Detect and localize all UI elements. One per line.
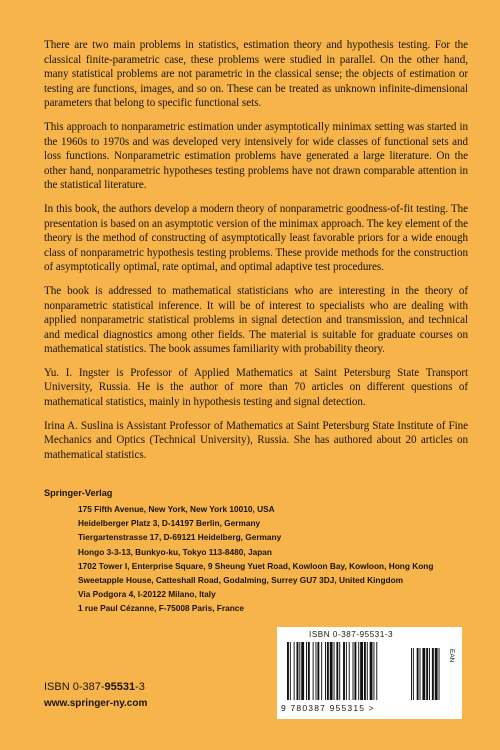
publisher-name: Springer-Verlag (44, 488, 113, 498)
isbn-suffix: -3 (135, 681, 145, 693)
paragraph-book-summary: In this book, the authors develop a modern theory of nonparametric goodness-of-fit testing. The presentation is based on an asymptotic version of the minimax approach. The key element of the theory is the method of constructing of asymptotically least favorable priors for a wide enough class of nonparametric hypothesis testing problems. These provide methods for the construction of asymptotically optimal, rate optimal, and optimal adaptive test procedures. (44, 202, 468, 274)
paragraph-intro: There are two main problems in statistics, estimation theory and hypothesis testing. For the classical finite-parametric case, these problems were studied in parallel. On the other hand, many statistical problems are not parametric in the classical sense; the objects of estimation or testing are functions, images, and so on. These can be treated as unknown infinite-dimensional parameters that belong to specific functional sets. (44, 39, 468, 110)
publisher-address: Tiergartenstrasse 17, D-69121 Heidelberg, Germany (78, 532, 282, 543)
barcode-box (277, 627, 462, 719)
paragraph-author-ingster: Yu. I. Ingster is Professor of Applied Mathematics at Saint Petersburg State Transport University, Russia. He is the author of more than 70 articles on different questions of mathematical statistics, mainly in hypothesis testing and signal detection. (44, 366, 468, 409)
publisher-address: Via Podgora 4, I-20122 Milano, Italy (78, 589, 216, 600)
barcode-ean-label: EAN (448, 649, 455, 663)
paragraph-history: This approach to nonparametric estimation under asymptotically minimax setting was started in the 1960s to 1970s and was developed very intensively for wide classes of functional sets and loss functions. Nonparametric estimation problems have generated a large literature. On the other hand, nonparametric hypotheses testing problems have not drawn comparable attention in the statistical literature. (44, 120, 468, 192)
isbn-label (44, 681, 145, 693)
isbn-prefix: ISBN 0-387- (44, 681, 105, 693)
publisher-address: Sweetapple House, Catteshall Road, Godalming, Surrey GU7 3DJ, United Kingdom (78, 575, 404, 586)
paragraph-audience: The book is addressed to mathematical statisticians who are interesting in the theory of nonparametric statistical inference. It will be of interest to specialists who are dealing with applied nonparametric statistical problems in signal detection and transmission, and technical and medical diagnostics among other fields. The material is suitable for graduate courses on mathematical statistics. The book assumes familiarity with probability theory. (44, 284, 468, 356)
publisher-address-list (78, 502, 474, 616)
barcode-number: 9 780387 955315 > (281, 703, 375, 713)
paragraph-author-suslina: Irina A. Suslina is Assistant Professor of Mathematics at Saint Petersburg State Institute of Fine Mechanics and Optics (Technical University), Russia. She has authored about 20 articles on mathematical statistics. (44, 419, 468, 461)
publisher-url: www.springer-ny.com (44, 698, 148, 709)
publisher-address: 1702 Tower I, Enterprise Square, 9 Sheung Yuet Road, Kowloon Bay, Kowloon, Hong Kong (78, 560, 434, 571)
barcode-isbn-text: ISBN 0-387-95531-3 (309, 630, 394, 639)
isbn-bold-part: 95531 (104, 681, 136, 693)
publisher-address: Hongo 3-3-13, Bunkyo-ku, Tokyo 113-8480, Japan (78, 546, 272, 557)
barcode-bars (285, 642, 443, 702)
back-cover-text (44, 38, 468, 471)
publisher-address: 1 rue Paul Cézanne, F-75008 Paris, France (78, 603, 245, 614)
publisher-address: Heidelberger Platz 3, D-14197 Berlin, Germany (78, 518, 261, 529)
publisher-address: 175 Fifth Avenue, New York, New York 10010, USA (78, 504, 275, 514)
publisher-block (44, 488, 474, 616)
